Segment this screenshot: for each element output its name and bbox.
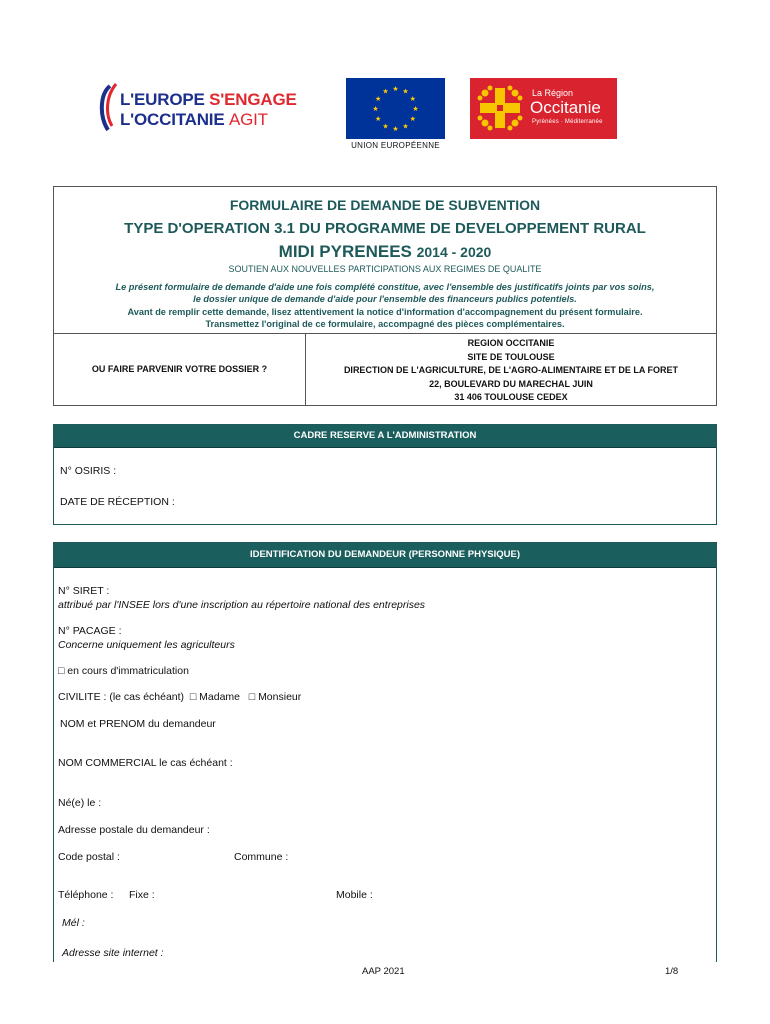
nom-commercial-field[interactable]: NOM COMMERCIAL le cas échéant : xyxy=(58,757,233,769)
region-logo-line2: Occitanie xyxy=(530,98,601,117)
region-logo-line1: La Région xyxy=(532,88,574,98)
siret-field[interactable]: N° SIRET : xyxy=(58,585,110,597)
osiris-field[interactable]: N° OSIRIS : xyxy=(60,465,117,477)
eu-star-icon: ★ xyxy=(392,126,399,133)
madame-option[interactable]: Madame xyxy=(199,691,241,703)
applicant-identification-box xyxy=(53,542,717,962)
email-field[interactable]: Mél : xyxy=(62,917,85,929)
telephone-label: Téléphone : xyxy=(58,889,114,901)
footer-reference: AAP 2021 xyxy=(362,966,405,977)
occitan-cross-icon xyxy=(476,84,524,132)
form-title: FORMULAIRE DE DEMANDE DE SUBVENTION xyxy=(229,197,541,213)
address-line: DIRECTION DE L'AGRICULTURE, DE L'AGRO-ALIMENTAIRE ET DE LA FORET xyxy=(343,365,679,375)
region-logo-line3: Pyrénées · Méditerranée xyxy=(532,119,603,125)
checkbox-icon[interactable]: □ xyxy=(58,665,65,677)
address-line: 22, BOULEVARD DU MARECHAL JUIN xyxy=(429,378,593,389)
admin-section-header: CADRE RESERVE A L'ADMINISTRATION xyxy=(54,425,716,448)
address-cell xyxy=(306,334,716,406)
eu-flag-logo xyxy=(346,78,445,150)
immatriculation-option[interactable]: □ en cours d'immatriculation xyxy=(58,665,189,677)
title-section xyxy=(54,187,716,333)
ident-section-header: IDENTIFICATION DU DEMANDEUR (PERSONNE PHYSIQUE) xyxy=(54,543,716,568)
where-label-cell xyxy=(54,334,306,406)
europe-logo-line2: L'OCCITANIE AGIT xyxy=(120,110,268,129)
address-line: REGION OCCITANIE xyxy=(467,338,555,348)
monsieur-option[interactable]: Monsieur xyxy=(258,691,302,703)
commune-field[interactable]: Commune : xyxy=(234,851,289,863)
eu-star-icon: ★ xyxy=(409,96,416,103)
civilite-label: CIVILITE : (le cas échéant) xyxy=(58,691,185,703)
region-occitanie-logo xyxy=(470,78,617,139)
instructions-notice: Le présent formulaire de demande d'aide une fois complété constitue, avec l'ensemble des justificatifs joints par vos soins, le dossier unique de demande d'aide pour l'ensemble des financeurs publics potentiels. Avant de remplir cette demande, lisez attentivement la notice d'information d'accompagnement du présent formulaire. Transmettez l'original de ce formulaire, accompagné des pièces complémentaires. xyxy=(115,282,655,329)
birth-date-field[interactable]: Né(e) le : xyxy=(58,797,102,809)
eu-star-icon: ★ xyxy=(402,123,409,131)
program-title: MIDI PYRENEES 2014 - 2020 xyxy=(278,242,492,261)
checkbox-icon[interactable]: □ xyxy=(189,691,197,703)
checkbox-icon[interactable]: □ xyxy=(248,691,256,703)
civilite-row xyxy=(58,691,301,703)
program-subtitle: SOUTIEN AUX NOUVELLES PARTICIPATIONS AUX REGIMES DE QUALITE xyxy=(228,264,542,274)
postal-code-field[interactable]: Code postal : xyxy=(58,851,120,863)
eu-star-icon: ★ xyxy=(392,86,399,93)
eu-star-icon: ★ xyxy=(375,96,382,103)
eu-star-icon: ★ xyxy=(382,123,389,131)
address-line: SITE DE TOULOUSE xyxy=(467,351,555,362)
eu-caption: UNION EUROPÉENNE xyxy=(351,141,440,150)
page-number: 1/8 xyxy=(665,966,679,977)
nom-prenom-field[interactable]: NOM et PRENOM du demandeur xyxy=(60,718,216,730)
europe-engage-logo xyxy=(96,80,326,142)
siret-note: attribué par l'INSEE lors d'une inscription au répertoire national des entreprises xyxy=(58,599,426,611)
eu-star-icon: ★ xyxy=(382,88,389,96)
europe-logo-line1: L'EUROPE S'ENGAGE xyxy=(120,90,297,109)
where-label: OU FAIRE PARVENIR VOTRE DOSSIER ? xyxy=(91,364,268,374)
eu-star-icon: ★ xyxy=(412,106,419,113)
admin-reserved-box xyxy=(53,424,717,525)
phone-mobile-field[interactable]: Mobile : xyxy=(336,889,373,901)
dossier-destination-row xyxy=(54,333,716,406)
pacage-field[interactable]: N° PACAGE : xyxy=(58,625,122,637)
eu-star-icon: ★ xyxy=(409,116,416,123)
postal-address-field[interactable]: Adresse postale du demandeur : xyxy=(58,824,210,836)
eu-flag-icon xyxy=(346,78,445,139)
pacage-note: Concerne uniquement les agriculteurs xyxy=(58,639,235,651)
address-line: 31 406 TOULOUSE CEDEX xyxy=(454,392,568,402)
eu-star-icon: ★ xyxy=(402,88,409,96)
eu-star-icon: ★ xyxy=(372,106,379,113)
phone-fixe-field[interactable]: Fixe : xyxy=(129,889,155,901)
eu-star-icon: ★ xyxy=(375,116,382,123)
form-title-box xyxy=(53,186,717,406)
operation-type-title: TYPE D'OPERATION 3.1 DU PROGRAMME DE DEVELOPPEMENT RURAL xyxy=(124,220,646,237)
website-field[interactable]: Adresse site internet : xyxy=(62,947,164,959)
reception-date-field[interactable]: DATE DE RÉCEPTION : xyxy=(60,496,175,508)
